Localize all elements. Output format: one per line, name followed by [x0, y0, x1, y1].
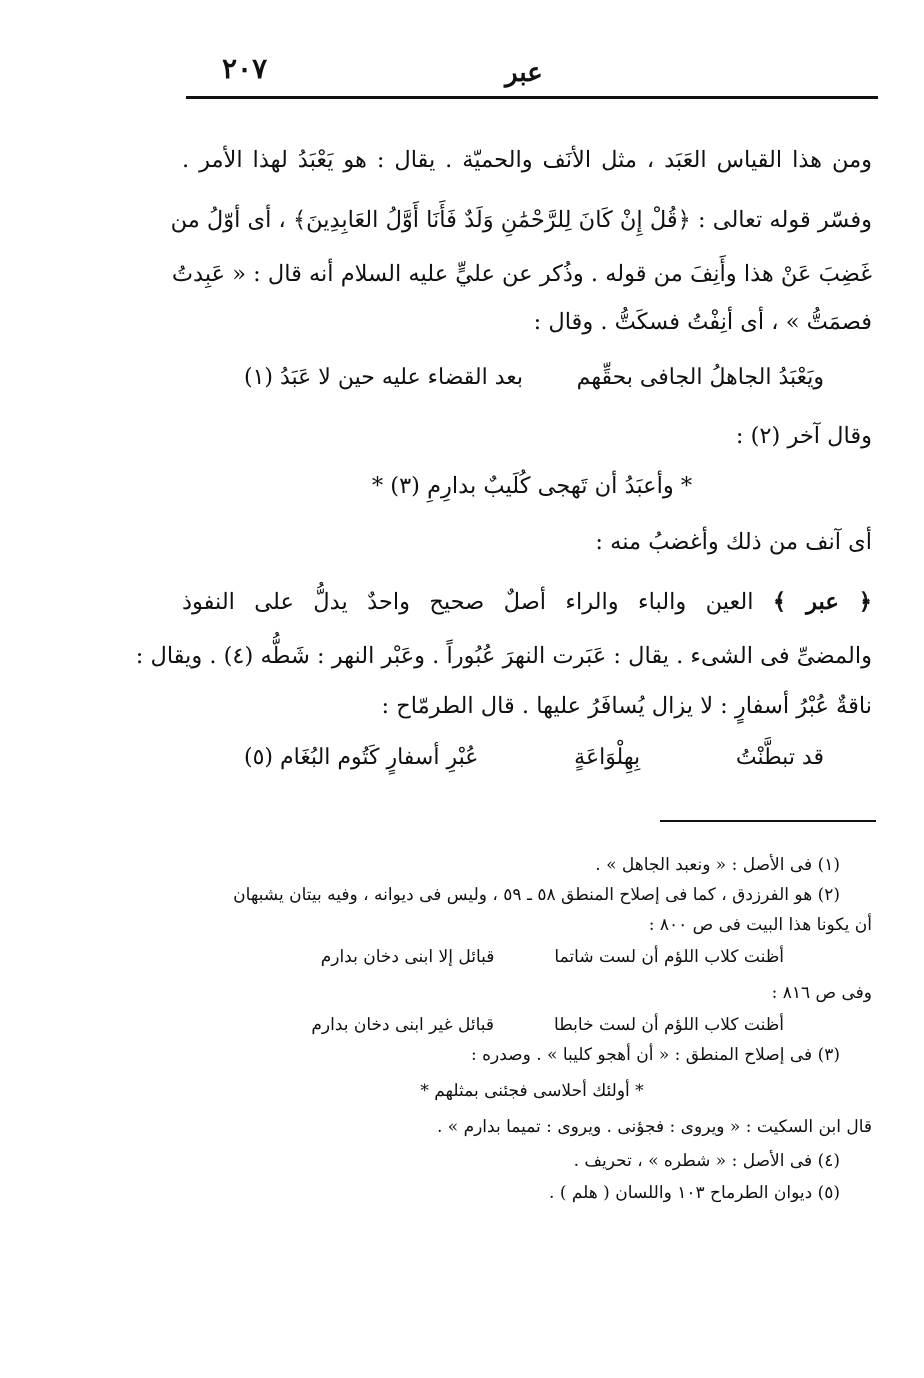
footnote-verse-2: [311, 1010, 784, 1040]
footnote-verse-2-second: قبائل غير ابنى دخان بدارم: [311, 1015, 495, 1035]
footnote-1: (١) فى الأصل : « ونعبد الجاهل » .: [595, 855, 840, 875]
header-rule: [186, 96, 878, 99]
entry-line-1: [182, 582, 872, 622]
footnote-verse-2-first: أظنت كلاب اللؤم أن لست خابطا: [554, 1015, 784, 1035]
footnote-page-ref: وفى ص ٨١٦ :: [771, 983, 872, 1003]
footnote-2-continued: أن يكونا هذا البيت فى ص ٨٠٠ :: [648, 915, 872, 935]
footnote-verse-1: [321, 942, 784, 972]
footnote-2: (٢) هو الفرزدق ، كما فى إصلاح المنطق ٥٨ ـ ٥٩ ، وليس فى ديوانه ، وفيه بيتان يشبهان: [233, 885, 840, 905]
footnote-verse-1-first: أظنت كلاب اللؤم أن لست شاتما: [554, 947, 784, 967]
footnote-3-continued: قال ابن السكيت : « ويروى : فجؤنى . ويروى : تميما بدارم » .: [436, 1117, 872, 1137]
verse-3-part-2: بِهِلْوَاعَةٍ: [574, 745, 641, 770]
body-line-2: وفسّر قوله تعالى : ﴿قُلْ إِنْ كَانَ لِلرَّحْمَٰنِ وَلَدٌ فَأَنَا أَوَّلُ العَابِدِينَ﴾ ، أى أوّلُ من: [170, 207, 872, 233]
verse-3-part-3: عُبْرِ أسفارٍ كَتُوم البُغَام (٥): [244, 745, 479, 770]
verse-3: [244, 738, 824, 778]
verse-3-part-1: قد تبطَّنْتُ: [735, 745, 824, 770]
entry-definition-start: العين والباء والراء أصلٌ صحيح واحدٌ يدلُّ على النفوذ: [182, 589, 754, 615]
page-number: ٢٠٧: [222, 52, 268, 85]
verse-1: [244, 358, 824, 398]
footnote-3: (٣) فى إصلاح المنطق : « أن أهجو كليبا » . وصدره :: [471, 1045, 840, 1065]
footnote-rule: [660, 820, 876, 822]
footnote-4: (٤) فى الأصل : « شطره » ، تحريف .: [573, 1151, 840, 1171]
body-line-6: أى آنف من ذلك وأغضبُ منه :: [595, 529, 872, 555]
verse-1-first-hemistich: ويَعْبَدُ الجاهلُ الجافى بحقِّهم: [576, 365, 824, 390]
body-line-9: ناقةٌ عُبْرُ أسفارٍ : لا يزال يُسافَرُ عليها . قال الطرمّاح :: [381, 693, 872, 719]
footnote-5: (٥) ديوان الطرماح ١٠٣ واللسان ( هلم ) .: [549, 1183, 840, 1203]
body-line-8: والمضىِّ فى الشىء . يقال : عَبَرت النهرَ عُبُوراً . وعَبْر النهر : شَطُّه (٤) . ويقال :: [135, 643, 872, 669]
body-line-4: فصمَتُّ » ، أى أنِفْتُ فسكَتُّ . وقال :: [533, 309, 872, 335]
footnote-3-verse: * أولئك أحلاسى فجئنى بمثلهم *: [420, 1081, 644, 1101]
footnote-verse-1-second: قبائل إلا ابنى دخان بدارم: [320, 947, 495, 967]
running-head: عبر: [505, 58, 543, 88]
verse-1-second-hemistich: بعد القضاء عليه حين لا عَبَدُ (١): [244, 365, 524, 390]
body-line-5: وقال آخر (٢) :: [735, 423, 872, 449]
verse-2: * وأعبَدُ أن تَهجى كُلَيبٌ بدارِمِ (٣) *: [371, 473, 693, 499]
body-line-1: ومن هذا القياس العَبَد ، مثل الأنَف والحميّة . يقال : هو يَعْبَدُ لهذا الأمر .: [182, 147, 872, 173]
entry-headword: ﴿ عبر ﴾: [772, 589, 872, 615]
body-line-3: غَضِبَ عَنْ هذا وأَنِفَ من قوله . وذُكر عن عليٍّ عليه السلام أنه قال : « عَبِدتُ: [171, 261, 872, 287]
